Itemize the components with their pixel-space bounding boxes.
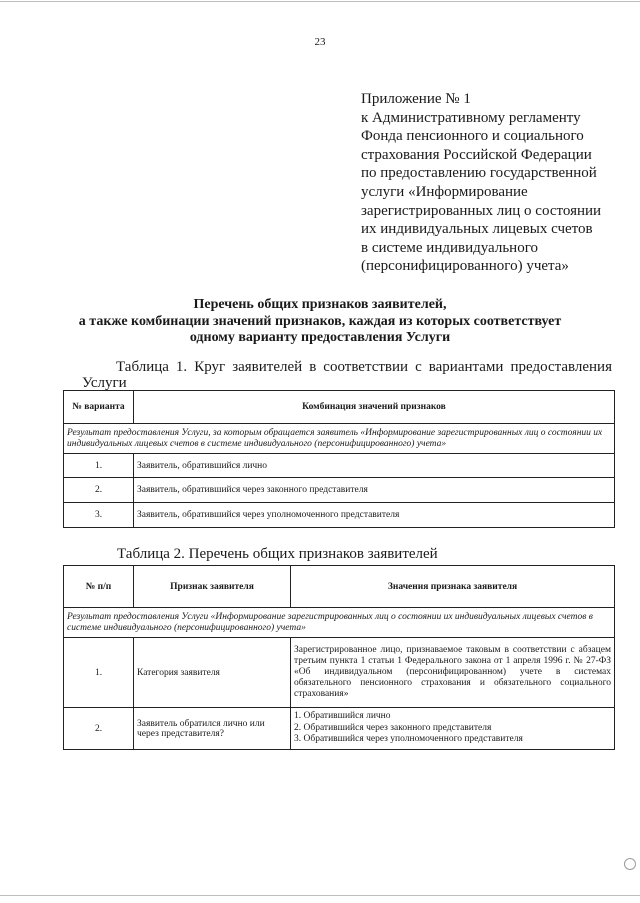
table-row [64,638,615,708]
table2-caption: Таблица 2. Перечень общих признаков заявителей [117,546,438,562]
variant-description: Заявитель, обратившийся через уполномоченного представителя [134,503,615,528]
applicant-variants-table [63,390,615,528]
title-line: Перечень общих признаков заявителей, [193,297,447,312]
appendix-line: по предоставлению государственной [361,165,597,182]
appendix-line: зарегистрированных лиц о состоянии [361,202,602,219]
appendix-line: к Административному регламенту [361,109,581,126]
feature-value: Зарегистрированное лицо, признаваемое таковым в соответствии с абзацем третьим пункта 1 статьи 1 Федерального закона от 1 апреля 1996 г. № 27-ФЗ «Об индивидуальном (персонифицированном) учете в системах обязательного пенсионного страхования и обязательного социального страхования» [291,638,615,708]
applicant-features-table [63,565,615,750]
header-feature-values: Значения признака заявителя [291,566,615,608]
appendix-line: в системе индивидуального [361,239,538,256]
variant-number: 3. [64,503,134,528]
table-row [64,454,615,478]
header-variant-number: № варианта [64,391,134,424]
variant-description: Заявитель, обратившийся лично [134,454,615,478]
appendix-line: Фонда пенсионного и социального [361,128,584,145]
table-row [64,478,615,503]
header-combination: Комбинация значений признаков [134,391,615,424]
feature-value-option: 1. Обратившийся лично [294,711,391,722]
appendix-header [361,90,601,276]
variant-number: 2. [64,478,134,503]
result-row: Результат предоставления Услуги, за которым обращается заявитель «Информирование зарегистрированных лиц о состоянии их индивидуальных лицевых счетов в системе индивидуального (персонифицированного) учета» [64,424,615,454]
table1-caption: Таблица 1. Круг заявителей в соответствии с вариантами предоставления [116,359,612,375]
page-bottom-edge [0,895,640,896]
feature-value-option: 3. Обратившийся через уполномоченного представителя [294,734,523,745]
appendix-line: услуги «Информирование [361,183,528,200]
document-title [40,297,600,347]
feature-name: Категория заявителя [134,638,291,708]
table-row [64,708,615,750]
feature-number: 2. [64,708,134,750]
appendix-line: страхования Российской Федерации [361,146,592,163]
table1-caption-continued: Услуги [82,375,127,391]
feature-name: Заявитель обратился лично или через представителя? [134,708,291,750]
page-number: 23 [314,36,326,48]
feature-number: 1. [64,638,134,708]
table-row [64,503,615,528]
variant-number: 1. [64,454,134,478]
feature-values-list [291,708,615,750]
appendix-line: Приложение № 1 [361,91,471,107]
header-feature: Признак заявителя [134,566,291,608]
title-line: а также комбинации значений признаков, каждая из которых соответствует [78,313,562,329]
variant-description: Заявитель, обратившийся через законного представителя [134,478,615,503]
scan-mark [624,858,636,870]
feature-value-option: 2. Обратившийся через законного представителя [294,722,492,733]
header-row-number: № п/п [64,566,134,608]
result-row: Результат предоставления Услуги «Информирование зарегистрированных лиц о состоянии их индивидуальных лицевых счетов в системе индивидуального (персонифицированного) учета» [64,608,615,638]
appendix-line: (персонифицированного) учета» [361,258,569,275]
page-top-edge [0,1,640,2]
title-line: одному варианту предоставления Услуги [189,330,451,345]
appendix-line: их индивидуальных лицевых счетов [361,221,593,238]
